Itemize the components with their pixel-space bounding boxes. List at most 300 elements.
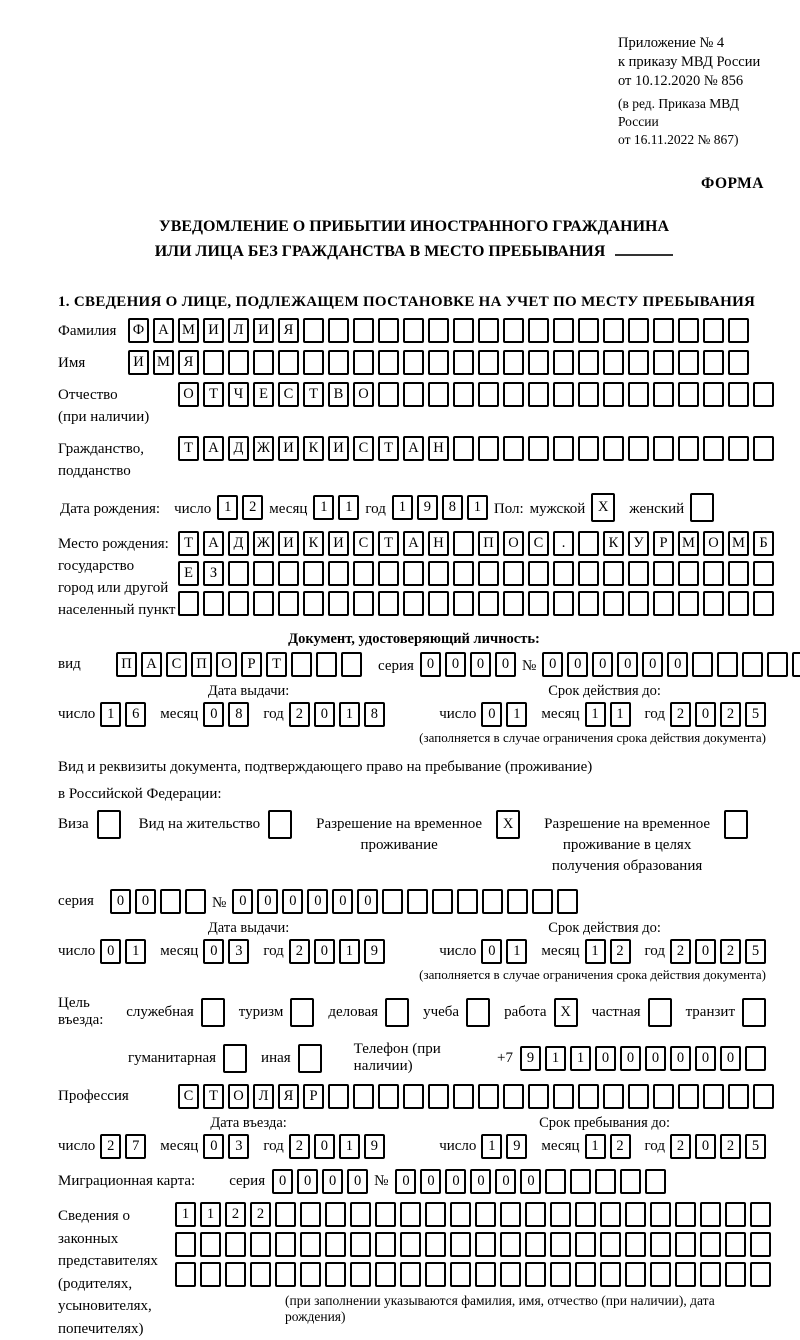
form-cell xyxy=(653,561,674,586)
citizenship-label-line2: подданство xyxy=(58,462,131,479)
form-cell: А xyxy=(203,436,224,461)
doc-number-cells xyxy=(542,652,800,677)
form-cell: 1 xyxy=(506,702,527,727)
form-cell xyxy=(678,561,699,586)
birth-month-label: месяц xyxy=(269,500,308,517)
form-cell xyxy=(678,436,699,461)
birthplace-cells-stack xyxy=(178,531,778,621)
entry-day-cells xyxy=(100,1134,150,1159)
form-cell xyxy=(160,889,181,914)
form-cell xyxy=(453,350,474,375)
form-cell xyxy=(728,561,749,586)
birthplace-row-1 xyxy=(178,531,778,556)
permit-valid-day-cells xyxy=(481,939,531,964)
form-cell: 0 xyxy=(307,889,328,914)
form-cell xyxy=(475,1202,496,1227)
valid-year-cells xyxy=(670,702,770,727)
form-cell xyxy=(575,1232,596,1257)
surname-cells xyxy=(128,318,753,343)
form-cell: П xyxy=(191,652,212,677)
issue-date-col xyxy=(58,683,439,727)
form-cell xyxy=(250,1262,271,1287)
form-cell: С xyxy=(353,531,374,556)
form-cell xyxy=(378,1084,399,1109)
form-cell xyxy=(275,1262,296,1287)
permit-validity-note: (заполняется в случае ограничения срока действия документа) xyxy=(419,967,766,983)
permit-number-cells xyxy=(232,889,582,914)
form-cell: А xyxy=(153,318,174,343)
reference-edit-line: (в ред. Приказа МВД России xyxy=(618,96,739,130)
phone-prefix: +7 xyxy=(497,1049,513,1066)
form-cell: 1 xyxy=(392,495,413,520)
form-cell: О xyxy=(703,531,724,556)
form-cell xyxy=(742,998,766,1027)
form-cell: М xyxy=(153,350,174,375)
entry-dates xyxy=(58,1115,770,1159)
form-cell xyxy=(628,318,649,343)
form-cell xyxy=(378,318,399,343)
form-cell xyxy=(628,436,649,461)
form-cell: М xyxy=(178,318,199,343)
firstname-label: Имя xyxy=(58,355,86,372)
purpose-official-label: служебная xyxy=(126,1003,194,1020)
form-cell xyxy=(478,561,499,586)
entry-date-line xyxy=(58,1134,439,1159)
residence-permit-label: Вид на жительство xyxy=(138,816,261,833)
form-cell xyxy=(403,350,424,375)
doc-series-label: серия xyxy=(378,657,414,674)
form-cell xyxy=(453,436,474,461)
form-cell: З xyxy=(203,561,224,586)
education-residence-label: Разрешение на временное проживание в целях получения образования xyxy=(544,816,711,875)
form-cell xyxy=(728,350,749,375)
firstname-row xyxy=(58,350,770,375)
form-cell xyxy=(792,652,800,677)
form-cell xyxy=(678,350,699,375)
form-cell: С xyxy=(528,531,549,556)
form-cell xyxy=(650,1202,671,1227)
visit-purpose-row-1 xyxy=(58,995,770,1029)
form-cell: 2 xyxy=(670,702,691,727)
form-cell xyxy=(503,318,524,343)
form-cell: 3 xyxy=(228,939,249,964)
form-cell xyxy=(728,591,749,616)
month-label: месяц xyxy=(160,706,199,723)
form-cell xyxy=(703,350,724,375)
form-cell: 0 xyxy=(470,1169,491,1194)
form-cell xyxy=(578,350,599,375)
form-cell xyxy=(278,561,299,586)
form-cell: О xyxy=(503,531,524,556)
profession-cells xyxy=(178,1084,778,1109)
form-cell: Ф xyxy=(128,318,149,343)
birthplace-label-line1: Место рождения: xyxy=(58,536,169,553)
order-reference xyxy=(618,34,770,149)
legal-row-2 xyxy=(175,1232,775,1257)
form-cell xyxy=(570,1169,591,1194)
form-cell xyxy=(750,1202,771,1227)
form-cell xyxy=(700,1232,721,1257)
form-cell xyxy=(200,1232,221,1257)
month-label: месяц xyxy=(541,1138,580,1155)
purpose-tourism-label: туризм xyxy=(238,1003,284,1020)
patronymic-label xyxy=(58,382,178,429)
title-line-2 xyxy=(58,240,770,265)
year-label: год xyxy=(644,706,665,723)
phone-label: Телефон (при наличии) xyxy=(353,1041,441,1075)
visa-label: Виза xyxy=(58,816,89,833)
phone-cells xyxy=(520,1046,770,1071)
form-cell xyxy=(298,1044,322,1073)
form-cell xyxy=(503,436,524,461)
form-cell xyxy=(553,561,574,586)
form-cell xyxy=(291,652,312,677)
citizenship-cells xyxy=(178,436,778,461)
form-cell xyxy=(453,561,474,586)
form-cell: 0 xyxy=(617,652,638,677)
purpose-private xyxy=(592,998,676,1027)
form-cell xyxy=(628,591,649,616)
purpose-private-checkbox xyxy=(648,998,676,1027)
form-cell xyxy=(450,1232,471,1257)
form-cell: 0 xyxy=(642,652,663,677)
temporary-residence-label: Разрешение на временное проживание xyxy=(316,816,483,854)
form-cell: Д xyxy=(228,436,249,461)
form-cell: 0 xyxy=(232,889,253,914)
form-cell xyxy=(503,382,524,407)
doc-series-cells xyxy=(420,652,520,677)
form-cell: К xyxy=(303,436,324,461)
form-cell: 0 xyxy=(282,889,303,914)
residence-permit-checkbox xyxy=(268,810,296,839)
form-cell: 0 xyxy=(395,1169,416,1194)
form-cell xyxy=(375,1232,396,1257)
form-cell: 0 xyxy=(481,702,502,727)
form-cell xyxy=(532,889,553,914)
citizenship-row xyxy=(58,436,770,483)
form-cell xyxy=(700,1202,721,1227)
form-cell: Е xyxy=(253,382,274,407)
permit-intro-line2: в Российской Федерации: xyxy=(58,786,222,803)
option-temporary-residence xyxy=(310,810,524,856)
entry-date-col xyxy=(58,1115,439,1159)
form-cell xyxy=(457,889,478,914)
form-cell: Т xyxy=(178,531,199,556)
form-cell xyxy=(528,350,549,375)
month-label: месяц xyxy=(160,1138,199,1155)
purpose-business-checkbox xyxy=(385,998,413,1027)
form-cell xyxy=(550,1262,571,1287)
form-cell xyxy=(350,1262,371,1287)
form-cell: 0 xyxy=(332,889,353,914)
form-cell xyxy=(378,591,399,616)
visit-purpose-label: Цель въезда: xyxy=(58,995,104,1029)
permit-issue-month-cells xyxy=(203,939,253,964)
form-cell: X xyxy=(496,810,520,839)
form-cell xyxy=(600,1202,621,1227)
form-cell: 0 xyxy=(470,652,491,677)
profession-row xyxy=(58,1084,770,1109)
form-cell: 2 xyxy=(225,1202,246,1227)
form-cell: 8 xyxy=(228,702,249,727)
form-cell xyxy=(425,1232,446,1257)
permit-issue-title: Дата выдачи: xyxy=(207,920,290,937)
form-cell xyxy=(428,382,449,407)
form-cell xyxy=(578,561,599,586)
form-cell xyxy=(575,1262,596,1287)
form-cell xyxy=(525,1262,546,1287)
form-cell xyxy=(600,1232,621,1257)
form-cell: 2 xyxy=(720,1134,741,1159)
form-cell xyxy=(290,998,314,1027)
form-cell: 0 xyxy=(203,1134,224,1159)
identity-doc-dates xyxy=(58,683,770,727)
patronymic-label-line2: (при наличии) xyxy=(58,409,150,426)
purpose-humanitarian xyxy=(128,1044,251,1073)
permit-valid-title: Срок действия до: xyxy=(548,920,661,937)
form-cell xyxy=(703,561,724,586)
form-cell: 0 xyxy=(297,1169,318,1194)
form-cell xyxy=(478,318,499,343)
purpose-business-label: деловая xyxy=(328,1003,379,1020)
form-cell: О xyxy=(178,382,199,407)
purpose-business xyxy=(328,998,413,1027)
form-cell xyxy=(400,1232,421,1257)
form-cell xyxy=(175,1232,196,1257)
form-cell xyxy=(353,318,374,343)
purpose-humanitarian-checkbox xyxy=(223,1044,251,1073)
form-cell: Л xyxy=(253,1084,274,1109)
form-cell xyxy=(625,1202,646,1227)
stay-month-cells xyxy=(585,1134,635,1159)
form-cell xyxy=(303,591,324,616)
form-cell: 0 xyxy=(135,889,156,914)
form-cell xyxy=(753,436,774,461)
form-cell xyxy=(745,1046,766,1071)
form-cell: 0 xyxy=(481,939,502,964)
form-cell xyxy=(753,382,774,407)
form-cell: 2 xyxy=(250,1202,271,1227)
form-cell: Р xyxy=(653,531,674,556)
form-cell xyxy=(600,1262,621,1287)
reference-line: Приложение № 4 xyxy=(618,35,725,51)
form-cell xyxy=(578,531,599,556)
surname-row xyxy=(58,318,770,343)
form-cell: 7 xyxy=(125,1134,146,1159)
form-cell xyxy=(690,493,714,522)
form-cell xyxy=(767,652,788,677)
form-cell xyxy=(578,1084,599,1109)
form-cell xyxy=(328,591,349,616)
form-word: ФОРМА xyxy=(700,174,764,192)
form-cell xyxy=(300,1232,321,1257)
form-cell xyxy=(728,436,749,461)
form-cell xyxy=(603,382,624,407)
purpose-work xyxy=(504,998,582,1027)
form-cell: 9 xyxy=(506,1134,527,1159)
form-cell xyxy=(275,1202,296,1227)
identity-doc-heading: Документ, удостоверяющий личность: xyxy=(288,631,540,648)
form-cell xyxy=(753,1084,774,1109)
form-cell: В xyxy=(328,382,349,407)
form-cell xyxy=(453,591,474,616)
form-cell xyxy=(178,591,199,616)
form-cell xyxy=(603,1084,624,1109)
entry-year-cells xyxy=(289,1134,389,1159)
purpose-study xyxy=(423,998,494,1027)
form-cell: Я xyxy=(278,318,299,343)
form-cell xyxy=(378,382,399,407)
form-cell: 0 xyxy=(620,1046,641,1071)
document-title xyxy=(58,215,770,265)
year-label: год xyxy=(644,1138,665,1155)
form-cell: Т xyxy=(378,436,399,461)
issue-month-cells xyxy=(203,702,253,727)
legal-label-line: (родителях, xyxy=(58,1275,133,1292)
form-cell: 0 xyxy=(720,1046,741,1071)
form-cell xyxy=(703,591,724,616)
form-cell xyxy=(303,318,324,343)
form-cell xyxy=(578,591,599,616)
form-cell xyxy=(353,561,374,586)
form-cell xyxy=(678,591,699,616)
form-cell xyxy=(303,350,324,375)
form-cell xyxy=(678,1084,699,1109)
patronymic-row xyxy=(58,382,770,429)
month-label: месяц xyxy=(160,943,199,960)
form-cell xyxy=(603,350,624,375)
form-cell: Н xyxy=(428,436,449,461)
form-cell: 1 xyxy=(585,1134,606,1159)
birthdate-label: Дата рождения: xyxy=(60,500,161,517)
form-cell xyxy=(403,591,424,616)
form-cell: П xyxy=(478,531,499,556)
form-cell xyxy=(482,889,503,914)
stay-until-col xyxy=(439,1115,770,1159)
form-cell: 2 xyxy=(610,939,631,964)
year-label: год xyxy=(644,943,665,960)
form-cell xyxy=(703,318,724,343)
form-cell xyxy=(653,591,674,616)
birthplace-block xyxy=(58,531,770,621)
form-cell xyxy=(503,1084,524,1109)
form-cell: 1 xyxy=(339,702,360,727)
valid-date-title: Срок действия до: xyxy=(548,683,661,700)
day-label: число xyxy=(439,706,477,723)
form-cell xyxy=(228,350,249,375)
migration-card-label: Миграционная карта: xyxy=(58,1173,196,1190)
form-cell xyxy=(578,436,599,461)
reference-line: к приказу МВД России xyxy=(618,54,761,71)
form-cell: М xyxy=(678,531,699,556)
patronymic-label-line1: Отчество xyxy=(58,387,118,404)
migration-series-cells xyxy=(272,1169,372,1194)
valid-date-line xyxy=(439,702,770,727)
permit-dates xyxy=(58,920,770,964)
permit-series-row xyxy=(58,889,770,914)
reference-line: от 10.12.2020 № 856 xyxy=(618,73,744,90)
form-cell: Т xyxy=(303,382,324,407)
form-cell xyxy=(653,382,674,407)
form-cell xyxy=(275,1232,296,1257)
form-cell xyxy=(350,1232,371,1257)
form-cell: 1 xyxy=(175,1202,196,1227)
birthplace-row-2 xyxy=(178,561,778,586)
form-cell xyxy=(228,591,249,616)
form-cell xyxy=(717,652,738,677)
form-cell: И xyxy=(253,318,274,343)
birthdate-row xyxy=(58,493,770,522)
form-cell: 1 xyxy=(100,702,121,727)
form-cell xyxy=(703,382,724,407)
permit-intro-line1: Вид и реквизиты документа, подтверждающего право на пребывание (проживание) xyxy=(58,759,593,776)
form-cell: 0 xyxy=(567,652,588,677)
form-cell: Е xyxy=(178,561,199,586)
valid-month-cells xyxy=(585,702,635,727)
permit-valid-year-cells xyxy=(670,939,770,964)
form-cell: 2 xyxy=(720,939,741,964)
form-cell xyxy=(628,350,649,375)
visit-purpose-row-2 xyxy=(128,1041,770,1075)
form-cell xyxy=(203,350,224,375)
form-cell: Ч xyxy=(228,382,249,407)
purpose-tourism xyxy=(239,998,319,1027)
form-cell: И xyxy=(278,531,299,556)
form-cell: 9 xyxy=(364,1134,385,1159)
form-cell: С xyxy=(178,1084,199,1109)
form-cell xyxy=(203,591,224,616)
legal-cells-stack xyxy=(175,1202,775,1325)
birth-day-label: число xyxy=(174,500,212,517)
form-cell xyxy=(450,1202,471,1227)
form-cell xyxy=(478,350,499,375)
form-cell xyxy=(382,889,403,914)
form-cell: 0 xyxy=(272,1169,293,1194)
form-cell: О xyxy=(228,1084,249,1109)
valid-date-col xyxy=(439,683,770,727)
form-cell xyxy=(478,591,499,616)
birthplace-label-line4: населенный пункт xyxy=(58,601,176,618)
migration-series-label: серия xyxy=(229,1173,266,1190)
form-cell xyxy=(553,436,574,461)
form-cell: 2 xyxy=(289,702,310,727)
form-cell xyxy=(453,382,474,407)
form-cell: 5 xyxy=(745,1134,766,1159)
form-cell xyxy=(328,350,349,375)
permit-series-label: серия xyxy=(58,893,94,910)
legal-label-line: попечителях) xyxy=(58,1320,144,1337)
form-cell xyxy=(653,1084,674,1109)
form-cell xyxy=(528,591,549,616)
form-cell xyxy=(528,1084,549,1109)
form-cell xyxy=(645,1169,666,1194)
form-cell xyxy=(628,561,649,586)
form-cell xyxy=(400,1262,421,1287)
form-cell xyxy=(675,1262,696,1287)
form-cell xyxy=(403,318,424,343)
education-residence-checkbox xyxy=(724,810,752,839)
form-cell xyxy=(375,1202,396,1227)
form-cell: 0 xyxy=(257,889,278,914)
form-cell: Я xyxy=(278,1084,299,1109)
form-cell xyxy=(507,889,528,914)
form-cell: 1 xyxy=(467,495,488,520)
form-cell: 0 xyxy=(100,939,121,964)
form-cell: Р xyxy=(303,1084,324,1109)
form-cell xyxy=(432,889,453,914)
form-cell: Д xyxy=(228,531,249,556)
form-cell xyxy=(97,810,121,839)
